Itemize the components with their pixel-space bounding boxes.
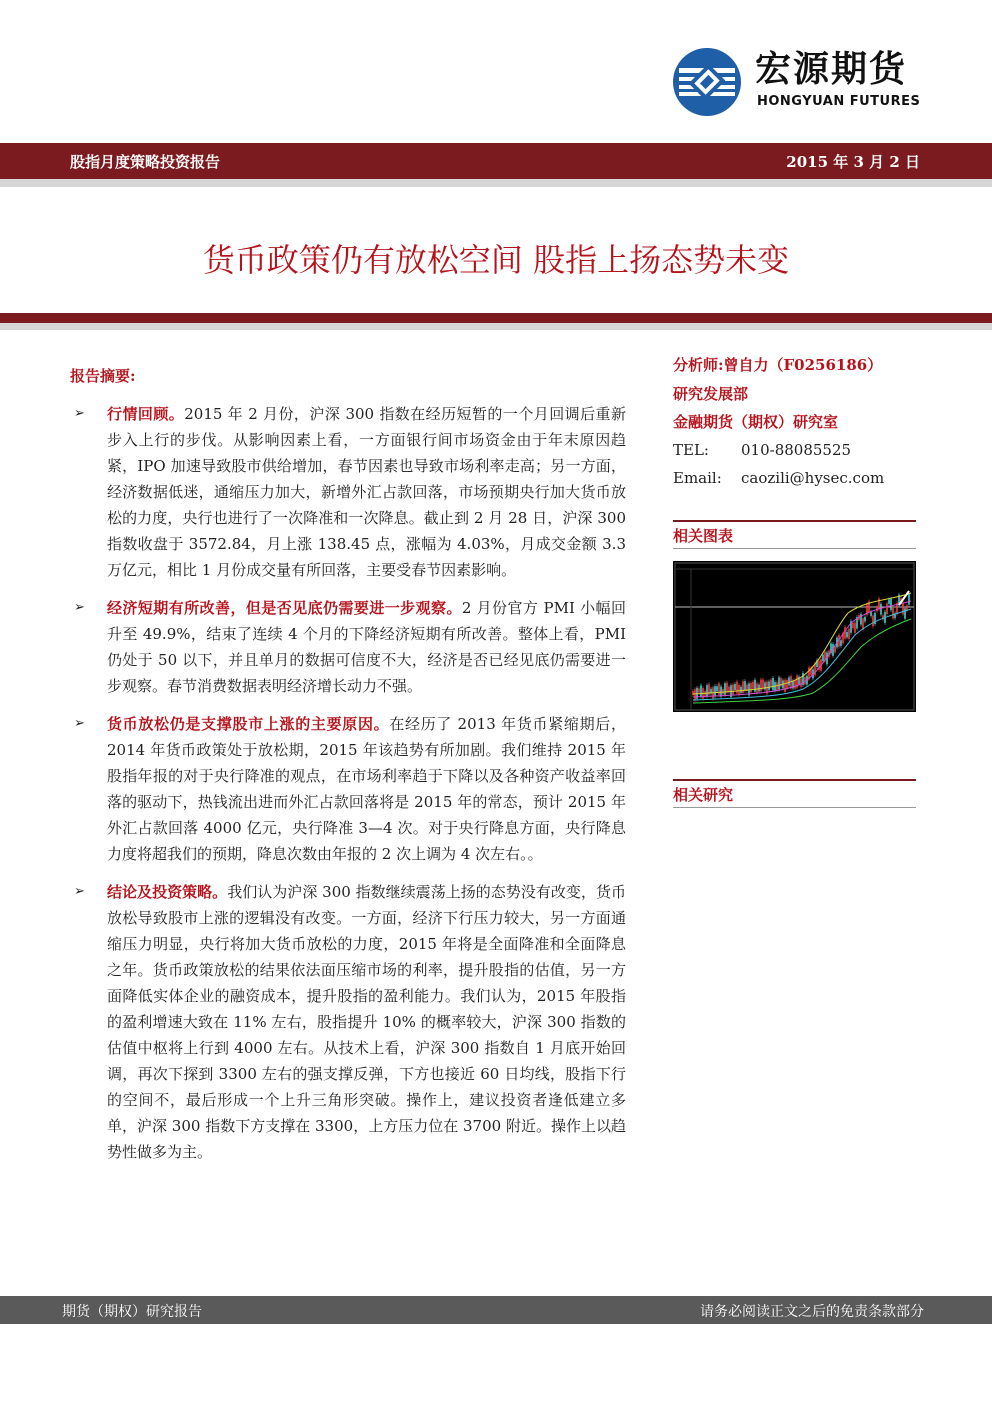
phone-label: TEL: [673,441,709,459]
candle-body [714,686,716,696]
bullet-economy [70,595,626,699]
logo-english-name: HONGYUAN FUTURES [757,94,921,109]
candle-body [904,608,906,618]
candle-body [892,608,894,619]
candle-body [772,678,774,690]
email-line [673,469,884,487]
bullet-heading: 行情回顾。 [107,405,185,423]
bullet-heading: 经济短期有所改善，但是否见底仍需要进一步观察。 [107,599,462,617]
candle-body [734,684,736,690]
report-type: 股指月度策略投资报告 [70,153,221,171]
summary-label: 报告摘要: [70,367,136,385]
bullet-heading: 货币放松仍是支撑股市上涨的主要原因。 [107,715,390,733]
candle-body [880,604,882,615]
title-divider [0,313,992,323]
candle-body [872,616,874,627]
phone-number: 010-88085525 [741,441,852,459]
candle-body [854,623,856,633]
candle-body [762,680,764,689]
candle-body [778,677,780,689]
candle-body [742,681,744,693]
candle-body [846,632,848,637]
email-label: Email: [673,469,722,487]
candle-body [840,640,842,646]
candle-body [716,686,718,691]
email-address[interactable]: caozili@hysec.com [741,469,885,487]
footer-disclaimer: 请务必阅读正文之后的免责条款部分 [700,1304,924,1320]
hongyuan-logo-icon [671,46,743,118]
related-research-header [673,779,916,808]
candle-body [848,629,850,639]
candle-body [760,679,762,691]
bullet-text: 2015 年 2 月份，沪深 300 指数在经历短暂的一个月回调后重新步入上行的步伐。从影响因素上看，一方面银行间市场资金由于年末原因趋紧，IPO 加速导致股市供给增加，春节因素也导致市场利率走高；另一方面，经济数据低迷，通缩压力加大，新增外汇占款回落，市场预期央行加大货币放松的力度，央行也进行了一次降准和一次降息。截止到 2 月 28 日，沪深 300 指数收盘于 3572.84，月上涨 138.45 点，涨幅为 4.03%，月成交金额 3.3 万亿元，相比 1 月份成交量有所回落，主要受春节因素影响。 [107,405,626,579]
candlestick-chart-image [673,561,916,712]
arrow-bullet-icon: ➢ [74,600,85,615]
candle-body [758,685,760,692]
company-logo [671,46,921,118]
candle-body [744,681,746,690]
candle-body [754,680,756,692]
candle-body [788,677,790,685]
candle-body [764,682,766,689]
candle-body [794,680,796,688]
candle-body [870,612,872,616]
candle-body [738,685,740,695]
phone-line [673,441,851,459]
candle-body [724,683,726,695]
bullet-text: 在经历了 2013 年货币紧缩期后，2014 年货币政策处于放松期，2015 年该趋势有所加剧。我们维持 2015 年股指年报的对于央行降准的观点，在市场利率趋于下降以及各种资产收益率回落的驱动下，热钱流出进而外汇占款回落将是 2015 年的常态，预计 2015 年外汇占款回落 4000 亿元，央行降准 3—4 次。对于央行降息方面，央行降息力度将超我们的预期，降息次数由年报的 2 次上调为 4 次左右。。 [107,715,626,863]
report-header-bar [0,143,992,179]
arrow-bullet-icon: ➢ [74,716,85,731]
header-divider [0,179,992,187]
candle-body [768,681,770,690]
candle-body [720,686,722,696]
department: 研究发展部 [673,385,749,403]
candle-body [726,683,728,693]
candle-body [852,623,854,628]
candle-body [698,689,700,693]
candle-body [844,627,846,639]
related-research-label: 相关研究 [673,786,734,804]
footer-bar [0,1296,992,1324]
bullet-market-review [70,401,626,583]
candle-body [718,683,720,694]
candle-body [786,680,788,688]
analyst-name: 分析师:曾自力（F0256186） [673,356,883,374]
related-charts-header [673,520,916,549]
title-divider-shadow [0,323,992,330]
footer-left-text: 期货（期权）研究报告 [62,1304,202,1320]
candle-body [770,680,772,687]
candle-body [756,684,758,693]
candle-body [784,680,786,692]
candle-body [752,682,754,689]
candle-body [886,603,888,614]
candle-body [822,655,824,662]
report-title: 货币政策仍有放松空间 股指上扬态势未变 [202,241,790,279]
arrow-bullet-icon: ➢ [74,406,85,421]
candle-body [732,685,734,695]
bullet-text: 我们认为沪深 300 指数继续震荡上扬的态势没有改变，货币放松导致股市上涨的逻辑没有改变。一方面，经济下行压力较大，另一方面通缩压力明显，央行将加大货币放松的力度，2015 年将是全面降准和全面降息之年。货币政策放松的结果依法面压缩市场的利率，提升股指的估值，另一方面降低实体企业的融资成本，提升股指的盈利能力。我们认为，2015 年股指的盈利增速大致在 11% 左右，股指提升 10% 的概率较大，沪深 300 指数的估值中枢将上行到 4000 左右。从技术上看，沪深 300 指数自 1 月底开始回调，再次下探到 3300 左右的强支撑反弹，下方也接近 60 日均线，股指下行的空间不，最后形成一个上升三角形突破。操作上，建议投资者逢低建立多单，沪深 300 指数下方支撑在 3300，上方压力位在 3700 附近。操作上以趋势性做多为主。 [107,883,626,1161]
sub-department: 金融期货（期权）研究室 [673,413,839,431]
candle-body [700,685,702,696]
logo-chinese-name: 宏源期货 [755,49,908,90]
candle-body [800,678,802,687]
bullet-heading: 结论及投资策略。 [107,883,228,901]
related-charts-label: 相关图表 [673,527,734,545]
candle-body [890,599,892,610]
report-date: 2015 年 3 月 2 日 [786,153,920,171]
summary-bullets [70,401,626,1177]
bullet-monetary-easing [70,711,626,867]
candle-body [888,599,890,603]
candle-body [750,683,752,692]
bullet-conclusion [70,879,626,1165]
candle-body [908,593,910,604]
candle-body [902,603,904,614]
candle-body [740,687,742,693]
bullet-text: 2 月份官方 PMI 小幅回升至 49.9%，结束了连续 4 个月的下降经济短期有所改善。整体上看，PMI 仍处于 50 以下，并且单月的数据可信度不大，经济是否已经见底仍需要进一步观察。春节消费数据表明经济增长动力不强。 [107,599,626,695]
candle-body [694,689,696,700]
candle-body [706,685,708,696]
related-chart-thumbnail [673,561,916,712]
arrow-bullet-icon: ➢ [74,884,85,899]
candle-body [864,617,866,622]
